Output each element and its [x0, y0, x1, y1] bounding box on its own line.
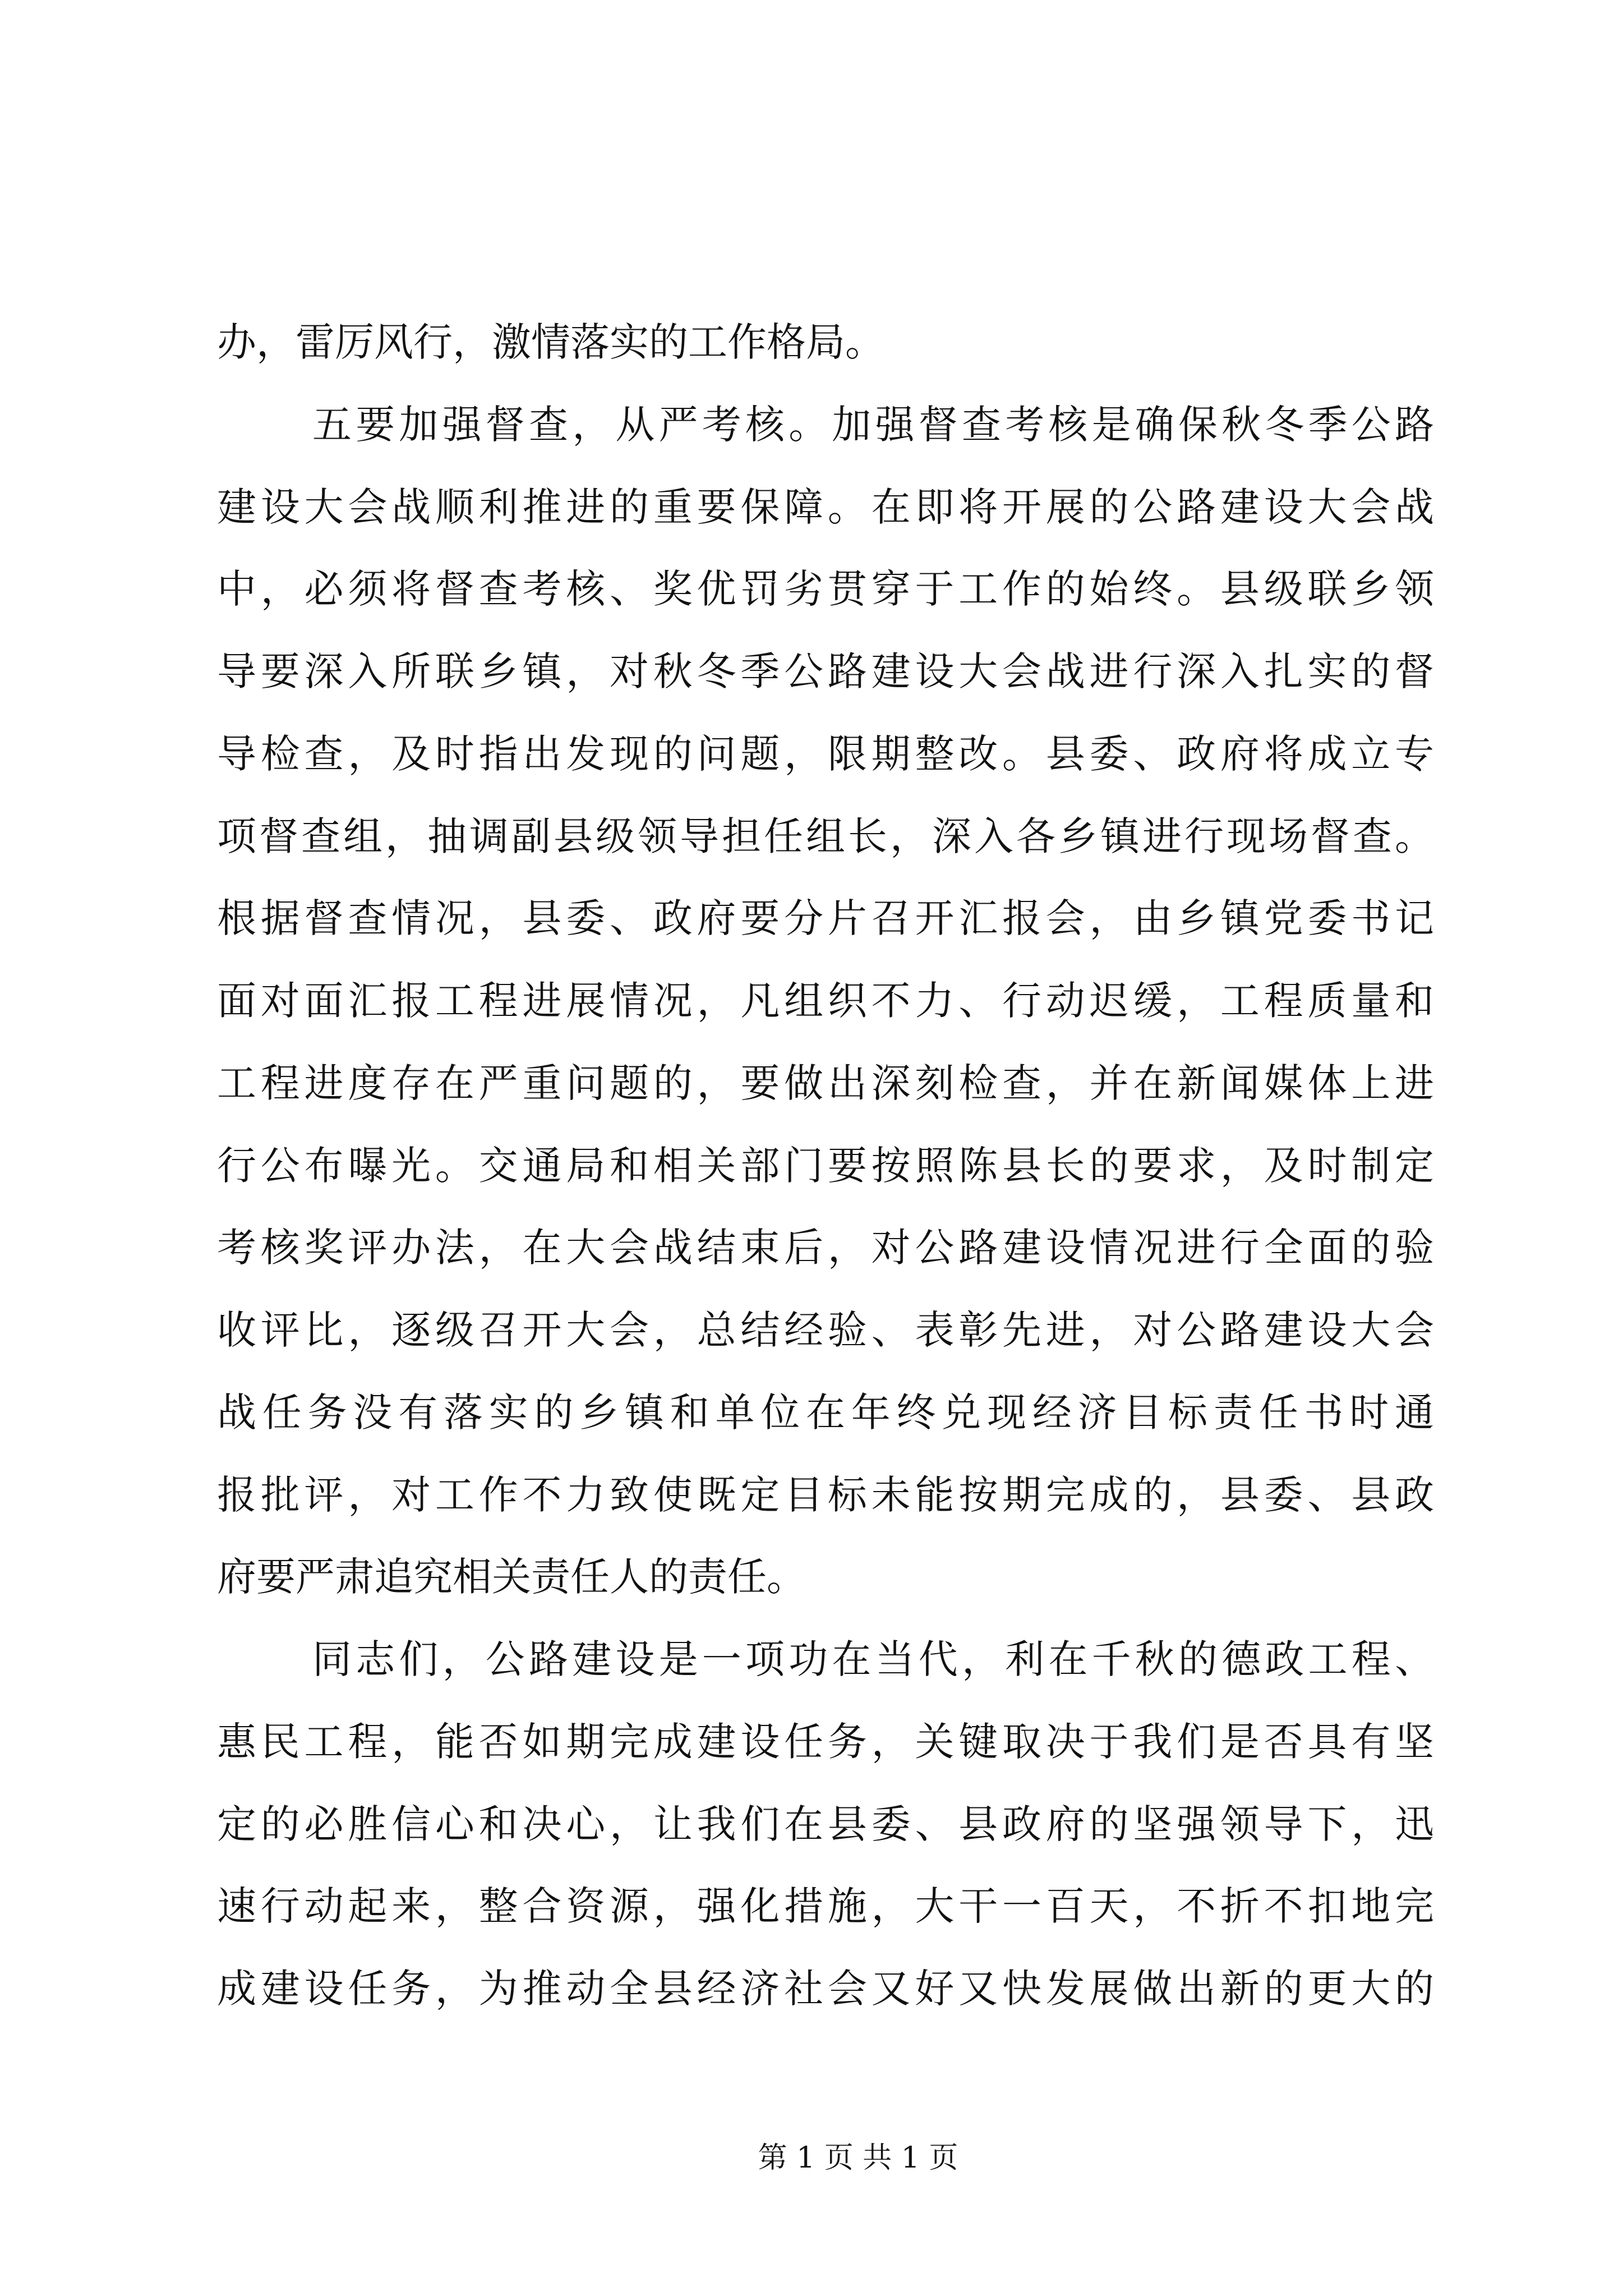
- paragraph: [217, 1618, 1434, 2030]
- page-footer: 第 1 页 共 1 页: [758, 2141, 958, 2175]
- text-line: 办，雷厉风行，激情落实的工作格局。: [217, 319, 884, 365]
- text-line: 面对面汇报工程进展情况，凡组织不力、行动迟缓，工程质量和: [217, 978, 1434, 1024]
- paragraph: [217, 384, 1434, 1618]
- text-line: 建设大会战顺利推进的重要保障。在即将开展的公路建设大会战: [217, 484, 1434, 530]
- text-line: 惠民工程，能否如期完成建设任务，关键取决于我们是否具有坚: [217, 1718, 1434, 1765]
- text-line: 考核奖评办法，在大会战结束后，对公路建设情况进行全面的验: [217, 1225, 1434, 1271]
- text-line: 中，必须将督查考核、奖优罚劣贯穿于工作的始终。县级联乡领: [217, 566, 1434, 613]
- text-line: 同志们，公路建设是一项功在当代，利在千秋的德政工程、: [312, 1636, 1434, 1682]
- text-line: 五要加强督查，从严考核。加强督查考核是确保秋冬季公路: [312, 401, 1434, 448]
- text-line: 项督查组，抽调副县级领导担任组长，深入各乡镇进行现场督查。: [217, 813, 1434, 859]
- text-line: 速行动起来，整合资源，强化措施，大干一百天，不折不扣地完: [217, 1883, 1434, 1930]
- document-body: [217, 301, 1434, 2030]
- text-line: 府要严肃追究相关责任人的责任。: [217, 1554, 806, 1600]
- paragraph: [217, 301, 1434, 384]
- text-line: 导检查，及时指出发现的问题，限期整改。县委、政府将成立专: [217, 730, 1434, 777]
- text-line: 报批评，对工作不力致使既定目标未能按期完成的，县委、县政: [217, 1471, 1434, 1518]
- text-line: 收评比，逐级召开大会，总结经验、表彰先进，对公路建设大会: [217, 1307, 1434, 1353]
- text-line: 工程进度存在严重问题的，要做出深刻检查，并在新闻媒体上进: [217, 1060, 1434, 1106]
- text-line: 成建设任务，为推动全县经济社会又好又快发展做出新的更大的: [217, 1966, 1434, 2012]
- text-line: 导要深入所联乡镇，对秋冬季公路建设大会战进行深入扎实的督: [217, 648, 1434, 694]
- text-line: 行公布曝光。交通局和相关部门要按照陈县长的要求，及时制定: [217, 1142, 1434, 1189]
- text-line: 根据督查情况，县委、政府要分片召开汇报会，由乡镇党委书记: [217, 895, 1434, 942]
- text-line: 战任务没有落实的乡镇和单位在年终兑现经济目标责任书时通: [217, 1389, 1434, 1435]
- text-line: 定的必胜信心和决心，让我们在县委、县政府的坚强领导下，迅: [217, 1801, 1434, 1847]
